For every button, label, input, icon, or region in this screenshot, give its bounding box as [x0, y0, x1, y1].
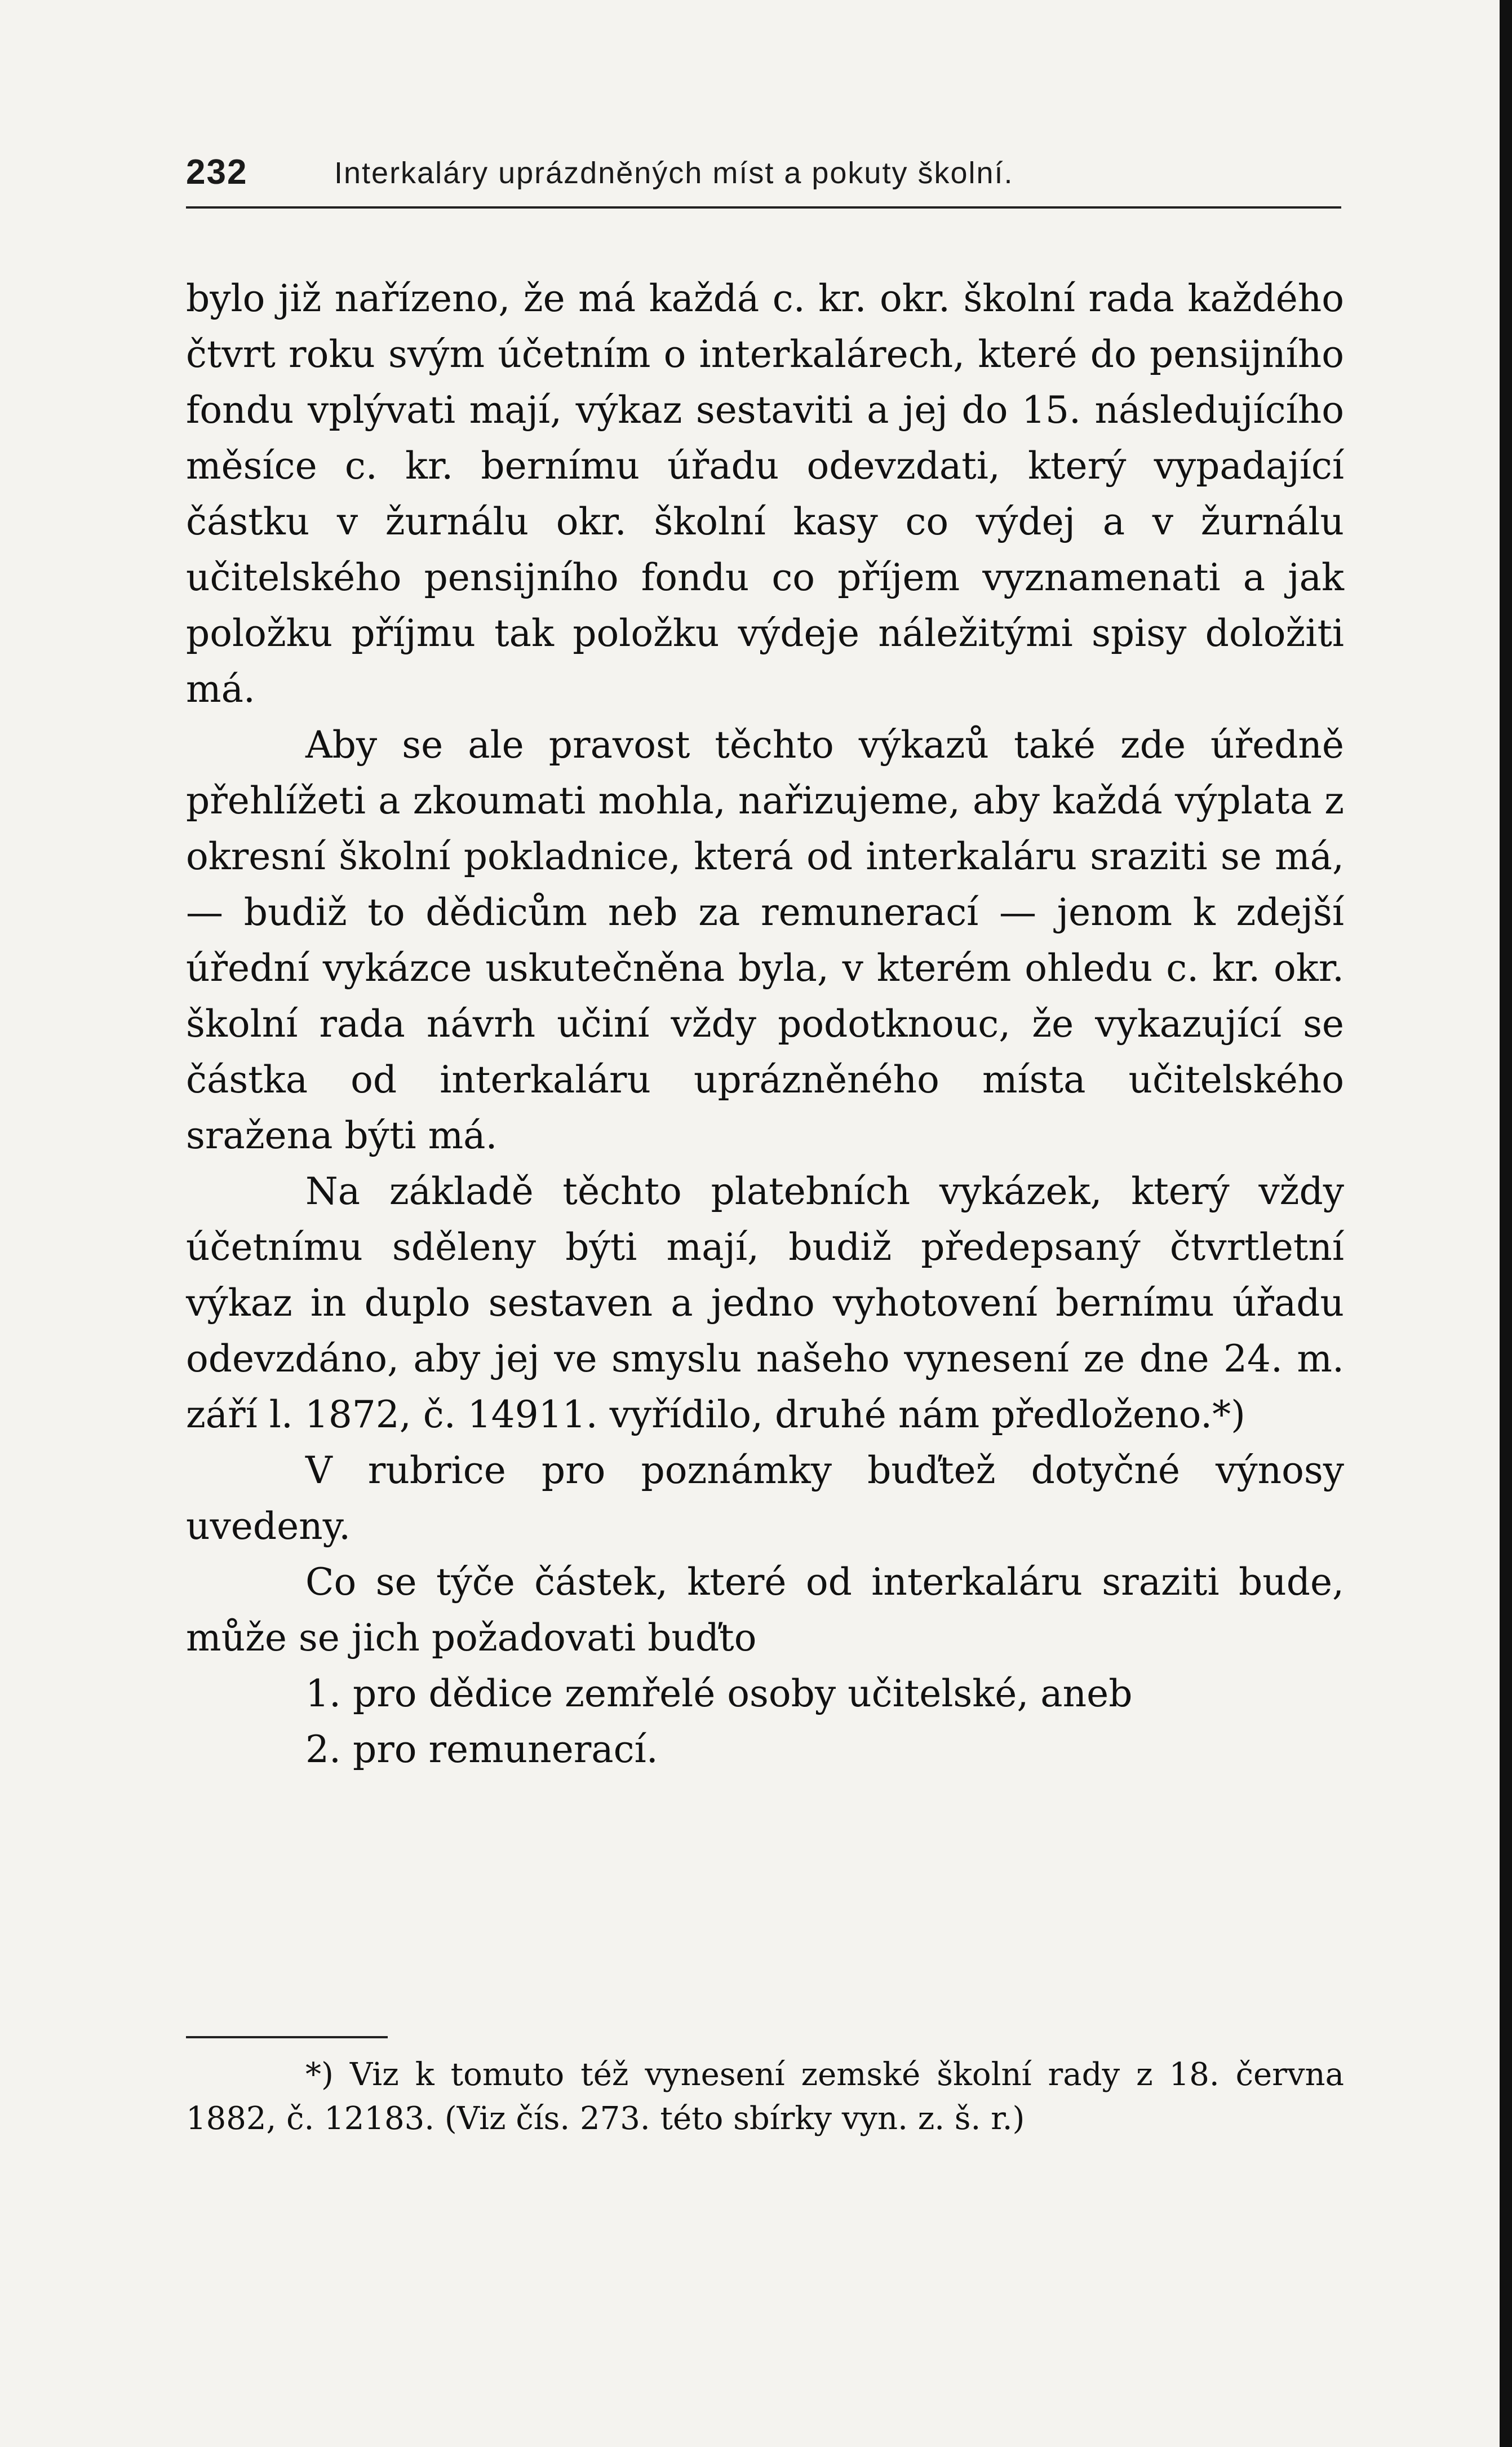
footnote-text: *) Viz k tomuto též vynesení zemské školní rady z 18. června 1882, č. 12183. (Viz čís. 273. této sbírky vyn. z. š. r.) — [186, 2056, 1344, 2137]
list-item: 1. pro dědice zemřelé osoby učitelské, aneb — [305, 1672, 1133, 1715]
paragraph: Co se týče částek, které od interkaláru sraziti bude, může se jich požadovati buďto — [186, 1560, 1344, 1660]
paragraph: bylo již nařízeno, že má každá c. kr. okr. školní rada každého čtvrt roku svým účetním o interkalárech, které do pensijního fondu vplývati mají, výkaz sestaviti a jej do 15. následujícího měsíce c. kr. bernímu úřadu odevzdati, který vypadající částku v žurnálu okr. školní kasy co výdej a v žurnálu učitelského pensijního fondu co příjem vyznamenati a jak položku příjmu tak položku výdeje náležitými spisy doložiti má. — [186, 277, 1344, 711]
paragraph: Na základě těchto platebních vykázek, který vždy účetnímu sděleny býti mají, budiž předepsaný čtvrtletní výkaz in duplo sestaven a jedno vyhotovení bernímu úřadu odevzdáno, aby jej ve smyslu našeho vynesení ze dne 24. m. září l. 1872, č. 14911. vyřídilo, druhé nám předloženo.*) — [186, 1170, 1344, 1436]
paragraph: V rubrice pro poznámky buďtež dotyčné výnosy uvedeny. — [186, 1449, 1344, 1548]
header-rule — [186, 206, 1341, 209]
body-text — [186, 271, 1344, 1777]
footnote-rule — [186, 2036, 388, 2038]
page-number: 232 — [186, 153, 248, 192]
running-head: Interkaláry uprázdněných míst a pokuty školní. — [334, 156, 1014, 190]
page-edge-shadow — [1500, 0, 1512, 2447]
footnote — [186, 2053, 1344, 2141]
list-item: 2. pro remunerací. — [305, 1728, 658, 1771]
paragraph: Aby se ale pravost těchto výkazů také zde úředně přehlížeti a zkoumati mohla, nařizujeme, aby každá výplata z okresní školní pokladnice, která od interkaláru sraziti se má, — budiž to dědicům neb za remunerací — jenom k zdejší úřední vykázce uskutečněna byla, v kterém ohledu c. kr. okr. školní rada návrh učiní vždy podotknouc, že vykazující se částka od interkaláru uprázněného místa učitelského sražena býti má. — [186, 723, 1344, 1157]
page-header — [186, 152, 1338, 197]
